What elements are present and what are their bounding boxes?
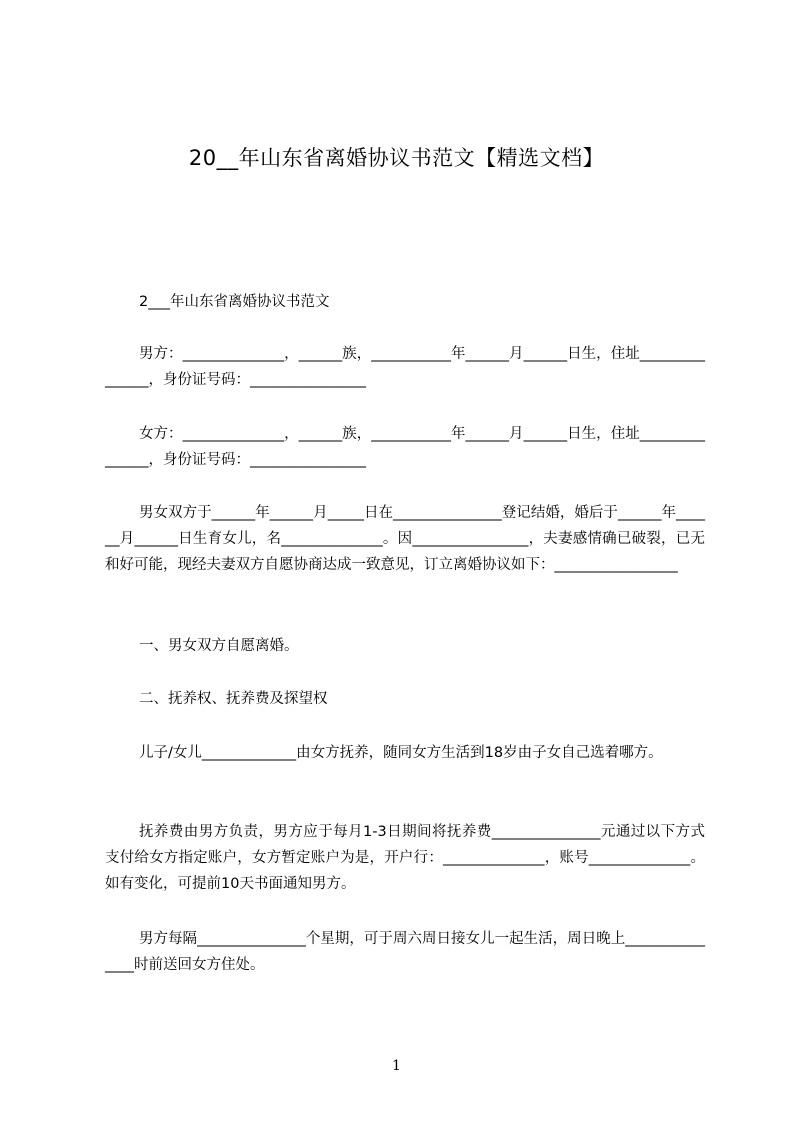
- subtitle-paragraph: 2___年山东省离婚协议书范文: [139, 294, 330, 310]
- custody-paragraph: 儿子/女儿_____________由女方抚养，随同女方生活到18岁由子女自己选着哪方。: [139, 745, 663, 761]
- clause-two-heading: 二、抚养权、抚养费及探望权: [139, 691, 328, 707]
- male-party-paragraph: 男方：______________，______族，___________年______月______日生，住址_______________，身份证号码：________________: [105, 346, 705, 388]
- page-title: 20__年山东省离婚协议书范文【精选文档】: [188, 146, 605, 170]
- marriage-info-paragraph: 男女双方于______年______月_____日在_______________登记结婚，婚后于______年______月______日生育女儿，名______________。因________________，夫妻感情确已破裂，已无和好可能，现经夫妻双方自愿协商达成一致意见，订立离婚协议如下：_________________: [105, 505, 705, 573]
- visitation-paragraph: 男方每隔_______________个星期，可于周六周日接女儿一起生活，周日晚上_______________时前送回女方住处。: [105, 931, 705, 973]
- child-support-paragraph: 抚养费由男方负责，男方应于每月1-3日期间将抚养费_______________元通过以下方式支付给女方指定账户，女方暂定账户为是，开户行：______________，账号______________。如有变化，可提前10天书面通知男方。: [105, 824, 705, 892]
- clause-one-heading: 一、男女双方自愿离婚。: [139, 638, 299, 654]
- page-number: 1: [392, 1058, 401, 1074]
- female-party-paragraph: 女方：______________，______族，___________年______月______日生，住址_______________，身份证号码：________________: [105, 426, 705, 468]
